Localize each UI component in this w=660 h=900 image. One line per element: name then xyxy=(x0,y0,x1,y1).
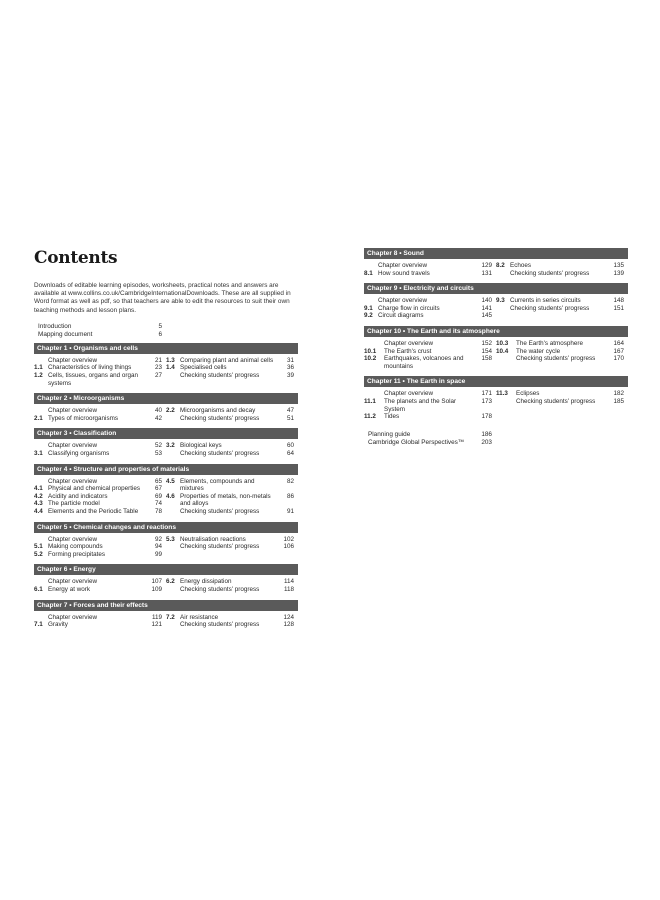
section-title: The Earth's crust xyxy=(384,347,432,355)
section-number: 1.1 xyxy=(34,364,43,372)
page-number: 128 xyxy=(283,621,294,629)
section-number: 11.2 xyxy=(364,413,376,421)
chapter-entries-right xyxy=(496,297,628,320)
section-title: Chapter overview xyxy=(378,297,427,305)
toc-entry[interactable] xyxy=(166,536,298,544)
chapter-entries-left xyxy=(34,442,166,457)
section-number xyxy=(364,340,384,348)
section-number: 8.2 xyxy=(496,262,505,269)
chapter-heading[interactable]: Chapter 10 • The Earth and its atmosphere xyxy=(364,326,628,337)
chapter-section xyxy=(34,564,298,593)
chapter-section xyxy=(34,522,298,559)
toc-entry[interactable] xyxy=(364,348,496,356)
front-matter-label: Introduction xyxy=(38,322,72,330)
section-number xyxy=(166,450,180,458)
chapter-entries-left xyxy=(364,340,496,370)
section-number xyxy=(34,407,48,415)
page-number: 148 xyxy=(613,297,624,305)
section-title: The planets and the Solar System xyxy=(384,397,457,413)
section-number xyxy=(166,586,180,594)
toc-entry[interactable] xyxy=(34,543,166,551)
chapter-section xyxy=(364,248,628,277)
chapter-entries-left xyxy=(34,357,166,387)
toc-entry[interactable] xyxy=(166,372,298,380)
toc-entry[interactable] xyxy=(364,270,496,278)
toc-entry[interactable] xyxy=(166,621,298,629)
page-number: 109 xyxy=(151,585,162,593)
toc-entry[interactable] xyxy=(364,398,496,413)
page-number: 154 xyxy=(481,347,492,355)
section-title: Elements and the Periodic Table xyxy=(48,507,139,515)
toc-entry[interactable] xyxy=(34,442,166,450)
section-number xyxy=(166,372,180,380)
chapter-heading[interactable]: Chapter 7 • Forces and their effects xyxy=(34,600,298,611)
section-title: Checking students' progress xyxy=(516,355,596,363)
section-number: 2.2 xyxy=(166,407,175,415)
section-number: 5.1 xyxy=(34,543,43,551)
page-number: 94 xyxy=(154,543,162,551)
front-matter-label: Mapping document xyxy=(38,330,93,338)
section-number xyxy=(34,442,48,450)
section-title: Circuit diagrams xyxy=(378,312,424,320)
front-matter-item[interactable] xyxy=(38,331,162,339)
section-title: Gravity xyxy=(48,621,68,629)
toc-entry[interactable] xyxy=(34,478,166,486)
section-number: 9.2 xyxy=(364,312,373,320)
chapter-heading[interactable]: Chapter 5 • Chemical changes and reactions xyxy=(34,522,298,533)
toc-entry[interactable] xyxy=(364,297,496,305)
page-number: 140 xyxy=(481,297,492,305)
page-number: 74 xyxy=(154,500,162,508)
front-matter-item[interactable] xyxy=(38,323,162,331)
section-title: How sound travels xyxy=(378,269,430,277)
section-title: Checking students' progress xyxy=(180,449,260,457)
page-number: 118 xyxy=(283,585,294,593)
toc-entry[interactable] xyxy=(166,543,298,551)
chapter-heading[interactable]: Chapter 1 • Organisms and cells xyxy=(34,343,298,354)
contents-left-column xyxy=(34,248,298,635)
toc-entry[interactable] xyxy=(496,390,628,398)
section-number: 5.2 xyxy=(34,550,43,558)
chapter-heading[interactable]: Chapter 8 • Sound xyxy=(364,248,628,259)
chapter-heading[interactable]: Chapter 2 • Microorganisms xyxy=(34,393,298,404)
back-matter-item[interactable] xyxy=(368,431,492,439)
section-number xyxy=(496,398,516,406)
toc-entry[interactable] xyxy=(34,578,166,586)
section-title: Checking students' progress xyxy=(180,507,260,515)
section-number: 10.1 xyxy=(364,347,377,355)
chapter-heading[interactable]: Chapter 9 • Electricity and circuits xyxy=(364,283,628,294)
page-number: 51 xyxy=(286,414,294,422)
section-title: Specialised cells xyxy=(180,364,227,372)
section-title: Neutralisation reactions xyxy=(180,535,246,543)
page-number: 64 xyxy=(286,449,294,457)
section-title: Classifying organisms xyxy=(48,449,110,457)
section-number xyxy=(166,415,180,423)
section-title: Characteristics of living things xyxy=(48,364,132,372)
section-number: 9.1 xyxy=(364,304,373,312)
page-number: 131 xyxy=(481,269,492,277)
page-number: 27 xyxy=(154,372,162,379)
page-number: 78 xyxy=(154,507,162,515)
section-title: Chapter overview xyxy=(384,339,433,347)
toc-entry[interactable] xyxy=(496,348,628,356)
section-title: The water cycle xyxy=(516,347,561,355)
toc-entry[interactable] xyxy=(364,355,496,370)
toc-entry[interactable] xyxy=(166,442,298,450)
section-number: 7.1 xyxy=(34,621,43,629)
section-title: Currents in series circuits xyxy=(510,297,581,305)
section-title: Checking students' progress xyxy=(180,372,260,379)
section-title: Chapter overview xyxy=(48,477,97,485)
chapter-heading[interactable]: Chapter 11 • The Earth in space xyxy=(364,376,628,387)
page-number: 39 xyxy=(286,372,294,379)
toc-entry[interactable] xyxy=(166,614,298,622)
toc-entry[interactable] xyxy=(496,398,628,406)
back-matter-item[interactable] xyxy=(368,439,492,447)
contents-right-column xyxy=(364,248,628,447)
section-number xyxy=(496,355,516,363)
section-title: Checking students' progress xyxy=(180,543,260,551)
toc-entry[interactable] xyxy=(34,551,166,559)
page-number: 23 xyxy=(154,364,162,372)
chapter-section xyxy=(364,326,628,370)
chapters-right xyxy=(364,248,628,421)
section-number: 3.1 xyxy=(34,449,43,457)
toc-entry[interactable] xyxy=(364,262,496,270)
toc-entry[interactable] xyxy=(34,614,166,622)
chapter-entries-left xyxy=(364,262,496,277)
page-number: 129 xyxy=(481,262,492,269)
toc-entry[interactable] xyxy=(364,305,496,313)
section-title: Chapter overview xyxy=(48,578,97,586)
section-title: Eclipses xyxy=(516,390,540,398)
section-number: 4.3 xyxy=(34,500,43,508)
section-number xyxy=(166,508,180,516)
page-number: 52 xyxy=(154,442,162,450)
page-number: 164 xyxy=(613,339,624,347)
front-matter-list xyxy=(38,323,298,339)
section-title: Microorganisms and decay xyxy=(180,407,256,415)
section-number xyxy=(496,270,510,278)
section-title: Earthquakes, volcanoes and mountains xyxy=(384,355,464,370)
toc-entry[interactable] xyxy=(34,485,166,493)
page-number: 178 xyxy=(481,413,492,421)
section-number xyxy=(34,536,48,544)
page-number: 145 xyxy=(481,312,492,320)
section-number: 1.4 xyxy=(166,364,175,372)
toc-entry[interactable] xyxy=(34,586,166,594)
toc-entry[interactable] xyxy=(166,508,298,516)
section-number xyxy=(34,614,48,622)
section-number: 7.2 xyxy=(166,613,175,621)
section-number: 3.2 xyxy=(166,442,175,450)
page-number: 167 xyxy=(613,347,624,355)
page-number: 186 xyxy=(481,430,492,438)
chapter-entries-right xyxy=(496,340,628,370)
chapter-entries-left xyxy=(364,297,496,320)
section-title: Checking students' progress xyxy=(180,585,260,593)
page-number: 124 xyxy=(283,613,294,621)
section-number: 6.1 xyxy=(34,585,43,593)
page-number: 151 xyxy=(613,304,624,312)
section-title: Cells, tissues, organs and organ systems xyxy=(48,372,138,387)
chapter-entries-right xyxy=(496,262,628,277)
toc-entry[interactable] xyxy=(166,493,298,508)
page-number: 92 xyxy=(154,535,162,543)
chapter-entries-right xyxy=(166,442,298,457)
toc-entry[interactable] xyxy=(34,357,166,365)
section-number: 10.3 xyxy=(496,339,509,347)
toc-entry[interactable] xyxy=(34,536,166,544)
section-number xyxy=(496,305,510,313)
page-number: 36 xyxy=(286,364,294,372)
page-number: 65 xyxy=(154,477,162,485)
section-title: Tides xyxy=(384,413,400,421)
chapter-entries-left xyxy=(34,614,166,629)
toc-entry[interactable] xyxy=(34,364,166,372)
section-number: 8.1 xyxy=(364,269,373,277)
section-title: Chapter overview xyxy=(378,262,427,269)
chapter-entries-left xyxy=(34,536,166,559)
chapter-section xyxy=(34,428,298,457)
section-number: 11.3 xyxy=(496,390,508,398)
chapter-entries-left xyxy=(364,390,496,420)
page-number: 141 xyxy=(481,304,492,312)
chapter-entries-right xyxy=(166,614,298,629)
toc-entry[interactable] xyxy=(496,355,628,363)
page-number: 107 xyxy=(151,578,162,586)
section-number xyxy=(364,297,378,305)
section-number: 4.4 xyxy=(34,507,43,515)
page-number: 119 xyxy=(151,613,162,621)
section-number: 4.6 xyxy=(166,492,175,500)
page-number: 47 xyxy=(286,407,294,415)
section-number: 5.3 xyxy=(166,535,175,543)
toc-entry[interactable] xyxy=(166,415,298,423)
section-title: Chapter overview xyxy=(48,535,97,543)
section-number: 10.4 xyxy=(496,347,509,355)
section-title: Chapter overview xyxy=(48,442,97,450)
chapter-section xyxy=(34,464,298,516)
chapter-entries-right xyxy=(496,390,628,420)
section-number: 10.2 xyxy=(364,355,377,363)
page-number: 139 xyxy=(613,269,624,277)
section-number: 1.3 xyxy=(166,356,175,364)
section-number xyxy=(166,621,180,629)
chapter-section xyxy=(34,600,298,629)
toc-entry[interactable] xyxy=(166,586,298,594)
section-title: Echoes xyxy=(510,262,532,269)
back-matter-label: Cambridge Global Perspectives™ xyxy=(368,438,465,446)
chapter-section xyxy=(364,376,628,420)
section-title: Air resistance xyxy=(180,613,219,621)
chapter-entries-left xyxy=(34,578,166,593)
page-number: 158 xyxy=(481,355,492,363)
page-number: 173 xyxy=(481,397,492,405)
chapter-entries-right xyxy=(166,357,298,387)
chapter-heading[interactable]: Chapter 6 • Energy xyxy=(34,564,298,575)
section-number xyxy=(166,543,180,551)
page-number: 69 xyxy=(154,492,162,500)
chapter-entries-right xyxy=(166,578,298,593)
section-number xyxy=(364,390,384,398)
chapters-left xyxy=(34,343,298,629)
toc-entry[interactable] xyxy=(34,621,166,629)
chapter-section xyxy=(34,393,298,422)
section-number xyxy=(34,357,48,365)
toc-entry[interactable] xyxy=(364,413,496,421)
chapter-heading[interactable]: Chapter 4 • Structure and properties of materials xyxy=(34,464,298,475)
chapter-entries-left xyxy=(34,478,166,516)
section-title: Forming precipitates xyxy=(48,550,106,558)
toc-entry[interactable] xyxy=(364,340,496,348)
section-number: 11.1 xyxy=(364,397,376,405)
section-number: 9.3 xyxy=(496,297,505,305)
toc-entry[interactable] xyxy=(34,450,166,458)
section-number: 4.1 xyxy=(34,485,43,493)
page-number: 182 xyxy=(613,390,624,398)
section-title: Checking students' progress xyxy=(510,304,590,312)
section-title: Properties of metals, non-metals and alloys xyxy=(180,492,271,508)
section-title: Chapter overview xyxy=(48,613,97,621)
section-number xyxy=(34,578,48,586)
section-title: Chapter overview xyxy=(48,407,97,415)
section-title: Making compounds xyxy=(48,543,103,551)
section-number: 6.2 xyxy=(166,578,175,586)
section-number: 1.2 xyxy=(34,372,43,379)
page-number: 135 xyxy=(613,262,624,269)
toc-entry[interactable] xyxy=(34,415,166,423)
toc-entry[interactable] xyxy=(496,340,628,348)
toc-entry[interactable] xyxy=(496,270,628,278)
section-title: Energy dissipation xyxy=(180,578,232,586)
page-number: 171 xyxy=(481,390,492,398)
page-number: 170 xyxy=(613,355,624,363)
chapter-entries-right xyxy=(166,407,298,422)
page-number: 53 xyxy=(154,449,162,457)
section-title: Biological keys xyxy=(180,442,222,450)
section-title: The particle model xyxy=(48,500,100,508)
page-number: 185 xyxy=(613,397,624,405)
toc-entry[interactable] xyxy=(34,372,166,387)
toc-entry[interactable] xyxy=(364,390,496,398)
toc-entry[interactable] xyxy=(34,493,166,501)
page-number: 91 xyxy=(286,507,294,515)
page-number: 99 xyxy=(154,550,162,558)
section-number: 2.1 xyxy=(34,414,43,422)
section-title: Types of microorganisms xyxy=(48,414,118,422)
section-number xyxy=(364,262,378,270)
toc-entry[interactable] xyxy=(34,407,166,415)
section-title: The Earth's atmosphere xyxy=(516,339,584,347)
section-title: Chapter overview xyxy=(384,390,433,398)
section-number: 4.5 xyxy=(166,477,175,485)
chapter-entries-left xyxy=(34,407,166,422)
section-number: 4.2 xyxy=(34,492,43,500)
section-title: Chapter overview xyxy=(48,356,97,364)
section-title: Energy at work xyxy=(48,585,90,593)
toc-entry[interactable] xyxy=(364,312,496,320)
toc-entry[interactable] xyxy=(496,305,628,313)
page-number: 60 xyxy=(286,442,294,450)
chapter-section xyxy=(34,343,298,387)
page-number: 121 xyxy=(151,621,162,629)
page-number: 203 xyxy=(481,438,492,446)
intro-paragraph: Downloads of editable learning episodes, worksheets, practical notes and answers are available at www.collins.co.uk/CambridgeInternationalDownloads. These are all supplied in Word format as well as pdf, so that teachers are able to edit the resources to suit their own teaching methods and lesson plans. xyxy=(34,282,291,314)
page-number: 6 xyxy=(158,330,162,338)
chapter-section xyxy=(364,283,628,320)
toc-entry[interactable] xyxy=(166,407,298,415)
toc-entry[interactable] xyxy=(34,500,166,508)
page-number: 5 xyxy=(158,322,162,330)
back-matter-label: Planning guide xyxy=(368,430,411,438)
page-number: 152 xyxy=(481,339,492,347)
page-number: 114 xyxy=(283,578,294,586)
section-title: Checking students' progress xyxy=(516,397,596,405)
section-title: Checking students' progress xyxy=(510,269,590,277)
chapter-entries-right xyxy=(166,478,298,516)
toc-entry[interactable] xyxy=(166,578,298,586)
section-title: Checking students' progress xyxy=(180,414,260,422)
toc-entry[interactable] xyxy=(166,364,298,372)
page-number: 31 xyxy=(286,356,294,364)
page-title: Contents xyxy=(34,248,118,268)
toc-entry[interactable] xyxy=(166,450,298,458)
chapter-heading[interactable]: Chapter 3 • Classification xyxy=(34,428,298,439)
page-number: 102 xyxy=(283,535,294,543)
page-number: 106 xyxy=(283,543,294,551)
page-number: 40 xyxy=(154,407,162,415)
toc-entry[interactable] xyxy=(166,357,298,365)
page-number: 67 xyxy=(154,485,162,493)
section-number xyxy=(34,478,48,486)
section-title: Physical and chemical properties xyxy=(48,485,141,493)
toc-entry[interactable] xyxy=(496,297,628,305)
page-number: 21 xyxy=(154,356,162,364)
chapter-entries-right xyxy=(166,536,298,559)
toc-entry[interactable] xyxy=(496,262,628,270)
toc-entry[interactable] xyxy=(166,478,298,493)
page-number: 86 xyxy=(286,492,294,500)
section-title: Charge flow in circuits xyxy=(378,304,440,312)
back-matter-list xyxy=(368,431,628,447)
section-title: Comparing plant and animal cells xyxy=(180,356,274,364)
page-number: 42 xyxy=(154,414,162,422)
section-title: Elements, compounds and mixtures xyxy=(180,477,255,493)
toc-entry[interactable] xyxy=(34,508,166,516)
section-title: Acidity and indicators xyxy=(48,492,108,500)
page-number: 82 xyxy=(286,477,294,485)
section-title: Checking students' progress xyxy=(180,621,260,629)
